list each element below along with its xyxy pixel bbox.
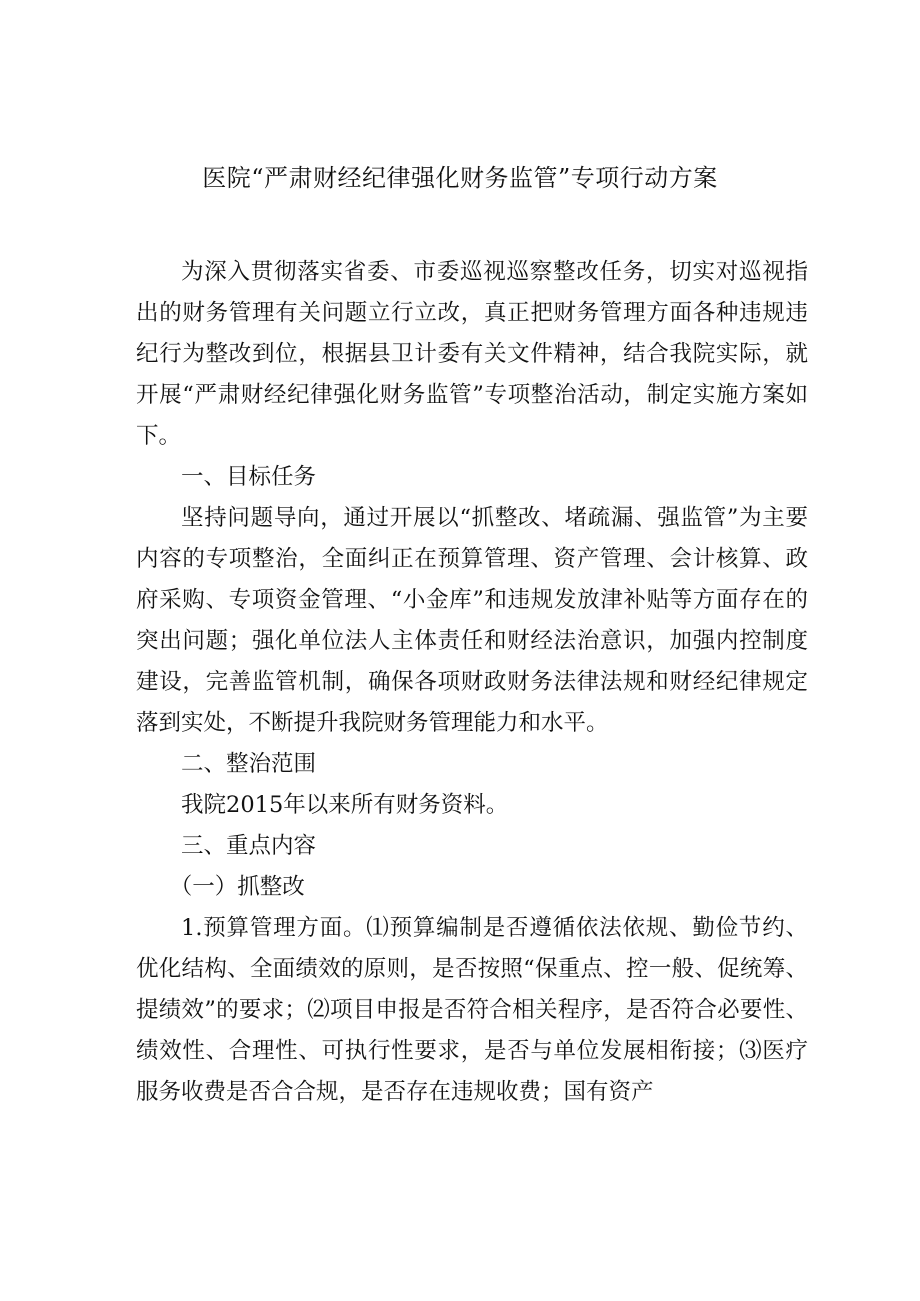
- section-heading: 二、整治范围: [181, 751, 317, 777]
- section-paragraph: 1.预算管理方面。⑴预算编制是否遵循依法依规、勤俭节约、优化结构、全面绩效的原则，是否按照“保重点、控一般、促统筹、提绩效”的要求；⑵项目申报是否符合相关程序，是否符合必要性、绩效性、合理性、可执行性要求，是否与单位发展相衔接；⑶医疗服务收费是否合合规，是否存在违规收费；国有资产: [136, 915, 808, 1105]
- document-title: 医院“严肃财经纪律强化财务监管”专项行动方案: [202, 164, 718, 192]
- section-paragraph: 坚持问题导向，通过开展以“抓整改、堵疏漏、强监管”为主要内容的专项整治，全面纠正在预算管理、资产管理、会计核算、政府采购、专项资金管理、“小金库”和违规发放津补贴等方面存在的突出问题；强化单位法人主体责任和财经法治意识，加强内控制度建设，完善监管机制，确保各项财政财务法律法规和财经纪律规定落到实处，不断提升我院财务管理能力和水平。: [136, 505, 808, 736]
- section-heading: 三、重点内容: [181, 833, 317, 859]
- subsection-heading: （一）抓整改: [169, 874, 305, 900]
- section-paragraph: 我院2015年以来所有财务资料。: [181, 792, 509, 818]
- section-heading: 一、目标任务: [181, 464, 317, 490]
- document-body: [136, 252, 808, 1113]
- intro-paragraph: 为深入贯彻落实省委、市委巡视巡察整改任务，切实对巡视指出的财务管理有关问题立行立改，真正把财务管理方面各种违规违纪行为整改到位，根据县卫计委有关文件精神，结合我院实际，就开展“严肃财经纪律强化财务监管”专项整治活动，制定实施方案如下。: [136, 259, 808, 449]
